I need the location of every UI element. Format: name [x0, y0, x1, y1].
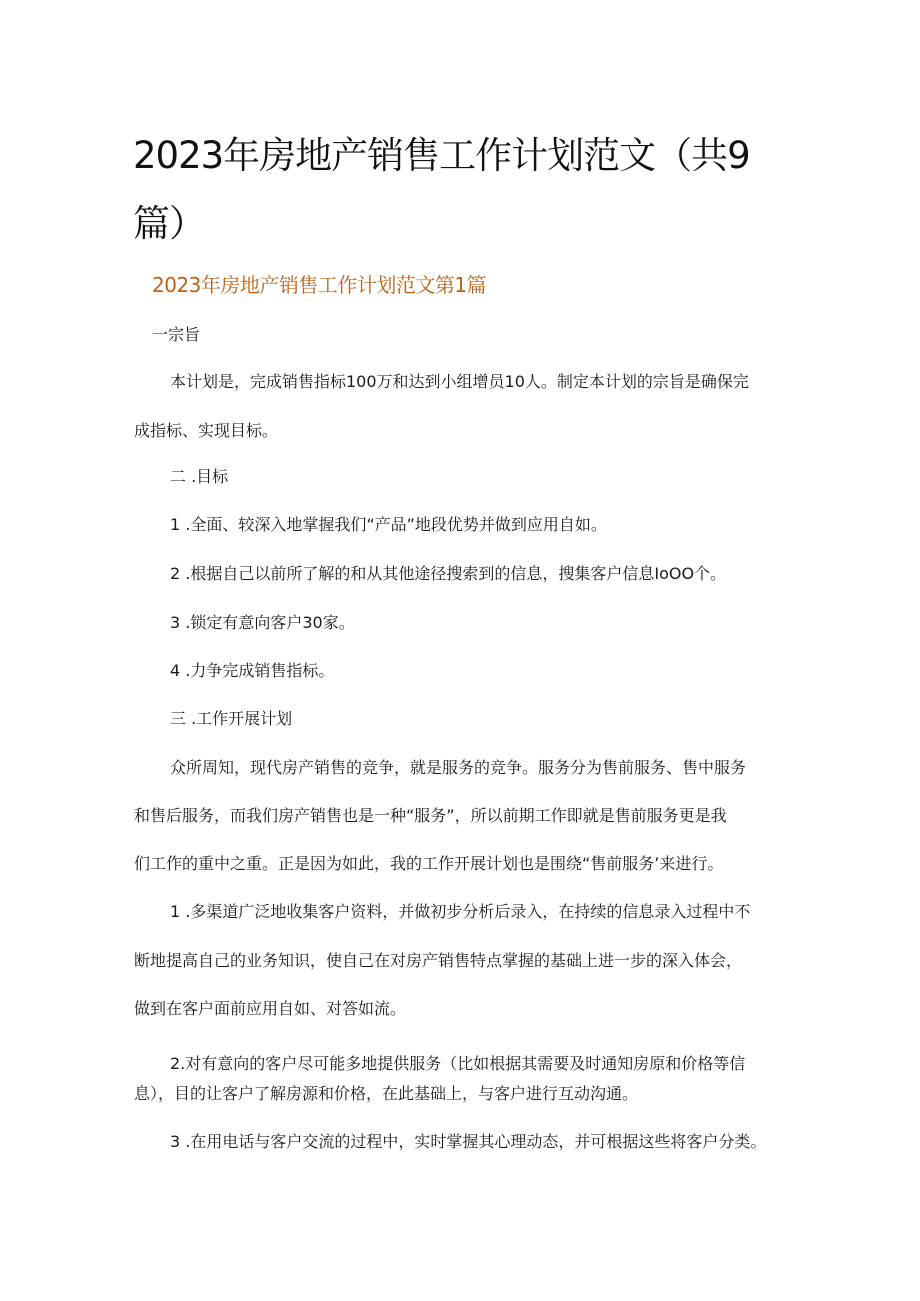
- intro-paragraph-line: 和售后服务，而我们房产销售也是一种“服务”，所以前期工作即就是售前服务更是我: [134, 806, 727, 825]
- plan-item-1-line: 1 .多渠道广泛地收集客户资料，并做初步分析后录入，在持续的信息录入过程中不: [170, 902, 751, 921]
- plan-item-2-line: 2.对有意向的客户尽可能多地提供服务（比如根据其需要及时通知房原和价格等信: [170, 1054, 746, 1073]
- purpose-paragraph-line: 成指标、实现目标。: [134, 421, 279, 440]
- document-title: 2023年房地产销售工作计划范文（共9篇）: [133, 134, 750, 245]
- goal-item: 4 .力争完成销售指标。: [170, 661, 335, 680]
- goal-item: 2 .根据自己以前所了解的和从其他途径搜索到的信息，搜集客户信息IoOO个。: [170, 564, 727, 583]
- section-heading-purpose: 一宗旨: [152, 325, 201, 344]
- plan-item-1-line: 断地提高自己的业务知识，使自己在对房产销售特点掌握的基础上进一步的深入体会，: [134, 951, 743, 970]
- section-heading-work-plan: 三 .工作开展计划: [170, 709, 293, 728]
- plan-item-3-line: 3 .在用电话与客户交流的过程中，实时掌握其心理动态，并可根据这些将客户分类。: [170, 1132, 767, 1151]
- section-heading-goals: 二 .目标: [170, 467, 229, 486]
- intro-paragraph-line: 众所周知，现代房产销售的竞争，就是服务的竞争。服务分为售前服务、售中服务: [170, 758, 747, 777]
- intro-paragraph-line: 们工作的重中之重。正是因为如此，我的工作开展计划也是围绕“售前服务’来进行。: [134, 854, 724, 873]
- goal-item: 1 .全面、较深入地掌握我们“产品”地段优势并做到应用自如。: [170, 515, 607, 534]
- plan-item-2-line: 息），目的让客户了解房源和价格，在此基础上，与客户进行互动沟通。: [134, 1084, 639, 1103]
- article-subtitle: 2023年房地产销售工作计划范文第1篇: [152, 273, 487, 297]
- purpose-paragraph-line: 本计划是，完成销售指标100万和达到小组增员10人。制定本计划的宗旨是确保完: [170, 372, 749, 391]
- goal-item: 3 .锁定有意向客户30家。: [170, 613, 355, 632]
- plan-item-1-line: 做到在客户面前应用自如、对答如流。: [134, 999, 407, 1018]
